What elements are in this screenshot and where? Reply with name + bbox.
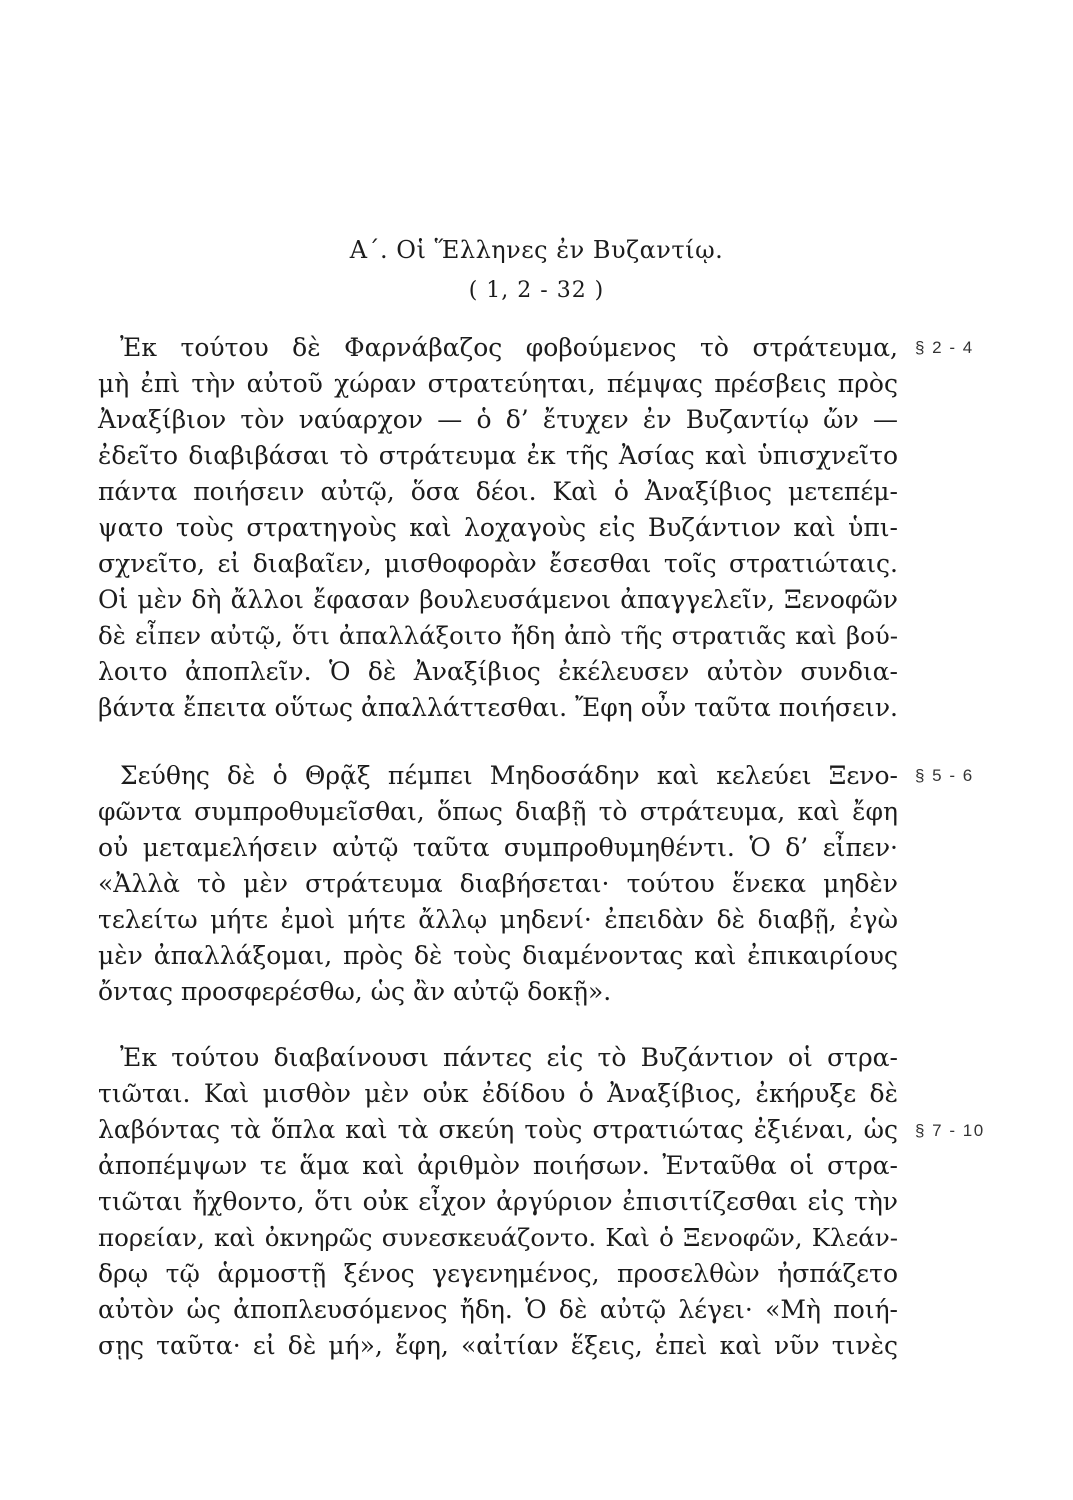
text-line: λοιτο ἀποπλεῖν. Ὁ δὲ Ἀναξίβιος ἐκέλευσεν αὐτὸν συνδια- — [98, 657, 898, 686]
text-line: δρῳ τῷ ἁρμοστῇ ξένος γεγενημένος, προσελθὼν ἠσπάζετο — [98, 1259, 898, 1288]
text-line: τιῶται. Καὶ μισθὸν μὲν οὐκ ἐδίδου ὁ Ἀναξίβιος, ἐκήρυξε δὲ — [98, 1079, 898, 1108]
text-line: τελείτω μήτε ἐμοὶ μήτε ἄλλῳ μηδενί· ἐπειδὰν δὲ διαβῇ, ἐγὼ — [98, 905, 898, 934]
text-line: Οἱ μὲν δὴ ἄλλοι ἔφασαν βουλευσάμενοι ἀπαγγελεῖν, Ξενοφῶν — [98, 585, 898, 614]
margin-reference: § 5 - 6 — [915, 766, 974, 785]
text-line: ὄντας προσφερέσθω, ὡς ἂν αὐτῷ δοκῇ». — [98, 977, 612, 1006]
text-line: σχνεῖτο, εἰ διαβαῖεν, μισθοφορὰν ἔσεσθαι τοῖς στρατιώταις. — [98, 549, 898, 578]
text-line: σῃς ταῦτα· εἰ δὲ μή», ἔφη, «αἰτίαν ἕξεις, ἐπεὶ καὶ νῦν τινὲς — [98, 1331, 898, 1360]
margin-reference: § 7 - 10 — [915, 1121, 985, 1140]
text-line: Ἐκ τούτου δὲ Φαρνάβαζος φοβούμενος τὸ στράτευμα, — [120, 333, 898, 362]
margin-reference: § 2 - 4 — [915, 338, 974, 357]
text-line: τιῶται ἤχθοντο, ὅτι οὐκ εἶχον ἀργύριον ἐπισιτίζεσθαι εἰς τὴν — [98, 1187, 898, 1216]
text-line: πορείαν, καὶ ὀκνηρῶς συνεσκευάζοντο. Καὶ ὁ Ξενοφῶν, Κλεάν- — [98, 1223, 898, 1252]
text-line: αὐτὸν ὡς ἀποπλευσόμενος ἤδη. Ὁ δὲ αὐτῷ λέγει· «Μὴ ποιή- — [98, 1295, 898, 1324]
text-line: Σεύθης δὲ ὁ Θρᾷξ πέμπει Μηδοσάδην καὶ κελεύει Ξενο- — [120, 761, 898, 790]
text-line: οὐ μεταμελήσειν αὐτῷ ταῦτα συμπροθυμηθέντι. Ὁ δ’ εἶπεν· — [98, 833, 898, 862]
text-line: μὴ ἐπὶ τὴν αὐτοῦ χώραν στρατεύηται, πέμψας πρέσβεις πρὸς — [98, 369, 898, 398]
text-line: μὲν ἀπαλλάξομαι, πρὸς δὲ τοὺς διαμένοντας καὶ ἐπικαιρίους — [98, 941, 898, 970]
text-line: «Ἀλλὰ τὸ μὲν στράτευμα διαβήσεται· τούτου ἕνεκα μηδὲν — [98, 869, 898, 898]
text-line: ἀποπέμψων τε ἅμα καὶ ἀριθμὸν ποιήσων. Ἐνταῦθα οἱ στρα- — [98, 1151, 898, 1180]
chapter-title: Α΄. Οἱ Ἕλληνες ἐν Βυζαντίῳ. — [349, 236, 724, 264]
chapter-reference: ( 1, 2 - 32 ) — [468, 278, 605, 303]
text-line: Ἐκ τούτου διαβαίνουσι πάντες εἰς τὸ Βυζάντιον οἱ στρα- — [120, 1043, 898, 1072]
text-line: δὲ εἶπεν αὐτῷ, ὅτι ἀπαλλάξοιτο ἤδη ἀπὸ τῆς στρατιᾶς καὶ βού- — [98, 621, 898, 650]
text-line: βάντα ἔπειτα οὕτως ἀπαλλάττεσθαι. Ἔφη οὖν ταῦτα ποιήσειν. — [98, 693, 898, 722]
text-line: Ἀναξίβιον τὸν ναύαρχον — ὁ δ’ ἔτυχεν ἐν Βυζαντίῳ ὤν — — [98, 405, 898, 434]
text-line: ἐδεῖτο διαβιβάσαι τὸ στράτευμα ἐκ τῆς Ἀσίας καὶ ὑπισχνεῖτο — [98, 441, 898, 470]
text-line: λαβόντας τὰ ὅπλα καὶ τὰ σκεύη τοὺς στρατιώτας ἐξιέναι, ὡς — [98, 1115, 898, 1144]
text-line: φῶντα συμπροθυμεῖσθαι, ὅπως διαβῇ τὸ στράτευμα, καὶ ἔφη — [98, 797, 898, 826]
text-line: πάντα ποιήσειν αὐτῷ, ὅσα δέοι. Καὶ ὁ Ἀναξίβιος μετεπέμ- — [98, 477, 898, 506]
text-line: ψατο τοὺς στρατηγοὺς καὶ λοχαγοὺς εἰς Βυζάντιον καὶ ὑπι- — [98, 513, 898, 542]
